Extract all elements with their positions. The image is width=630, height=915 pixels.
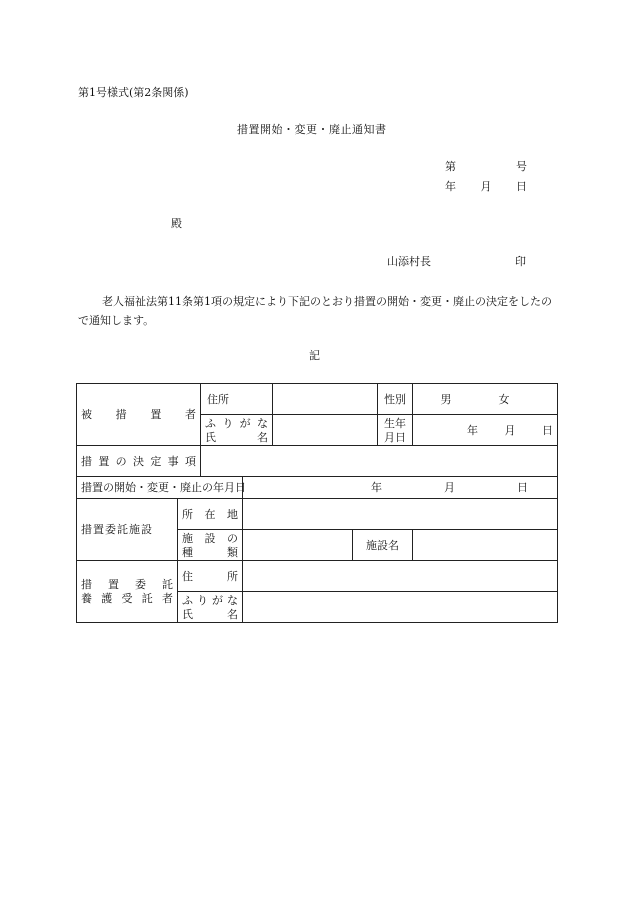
caretaker-name-label-cell bbox=[178, 592, 243, 623]
facility-type-label-line-1: 施 設 の bbox=[182, 531, 238, 545]
address-value-cell bbox=[273, 384, 378, 415]
location-label: 所 在 地 bbox=[182, 507, 238, 521]
issue-date-day: 日 bbox=[516, 180, 527, 193]
addressee-suffix: 殿 bbox=[171, 217, 182, 230]
birth-label-line-2: 月日 bbox=[384, 430, 406, 444]
caretaker-label-cell bbox=[77, 561, 178, 623]
decision-label-cell bbox=[77, 446, 201, 477]
birth-label-line-1: 生年 bbox=[384, 416, 406, 430]
caretaker-furigana-label: ふ り が な bbox=[182, 593, 238, 607]
caretaker-address-value-cell bbox=[243, 561, 558, 592]
decision-label: 措 置 の 決 定 事 項 bbox=[81, 454, 196, 468]
subject-label-cell bbox=[77, 384, 201, 446]
sex-male: 男 bbox=[440, 392, 452, 406]
decision-value-cell bbox=[201, 446, 558, 477]
sex-label-cell bbox=[378, 384, 413, 415]
sex-female: 女 bbox=[498, 392, 510, 406]
facility-name-value-cell bbox=[413, 530, 558, 561]
notice-body: 老人福祉法第11条第1項の規定により下記のとおり措置の開始・変更・廃止の決定をしたので通知します。 bbox=[78, 295, 552, 327]
facility-name-label-cell bbox=[353, 530, 413, 561]
facility-type-value-cell bbox=[243, 530, 353, 561]
document-number bbox=[445, 160, 527, 174]
caretaker-address-label-cell bbox=[178, 561, 243, 592]
facility-label: 措置委託施設 bbox=[81, 523, 153, 536]
furigana-label: ふ り が な bbox=[205, 416, 268, 430]
period-day: 日 bbox=[517, 481, 528, 494]
notice-form-table bbox=[76, 383, 558, 623]
sex-label: 性別 bbox=[384, 392, 406, 406]
caretaker-label-line-2: 養 護 受 託 者 bbox=[81, 592, 173, 605]
birth-month: 月 bbox=[504, 423, 516, 437]
address-label-cell bbox=[201, 384, 273, 415]
issuer-seal: 印 bbox=[515, 255, 526, 268]
caretaker-name-label: 氏 名 bbox=[182, 607, 238, 621]
caretaker-label-line-1: 措 置 委 託 bbox=[81, 578, 173, 591]
name-label: 氏 名 bbox=[205, 430, 268, 444]
issuer-name: 山添村長 bbox=[387, 255, 431, 268]
period-year: 年 bbox=[371, 481, 382, 494]
period-label: 措置の開始・変更・廃止の年月日 bbox=[81, 481, 246, 494]
birth-label-cell bbox=[378, 415, 413, 446]
period-label-cell bbox=[77, 477, 246, 499]
furigana-name-label-cell bbox=[201, 415, 273, 446]
birth-date-cell bbox=[413, 415, 558, 446]
birth-day: 日 bbox=[542, 423, 553, 437]
facility-type-label-cell bbox=[178, 530, 243, 561]
issue-date-month: 月 bbox=[480, 180, 492, 193]
caretaker-address-label: 住 所 bbox=[182, 569, 238, 583]
period-date-cell bbox=[243, 477, 558, 499]
issue-date bbox=[445, 180, 527, 194]
facility-name-label: 施設名 bbox=[366, 538, 399, 552]
name-value-cell bbox=[273, 415, 378, 446]
form-number: 第1号様式(第2条関係) bbox=[78, 86, 189, 99]
sex-options-cell bbox=[413, 384, 558, 415]
location-value-cell bbox=[243, 499, 558, 530]
subject-label: 被 措 置 者 bbox=[81, 408, 196, 421]
caretaker-name-value-cell bbox=[243, 592, 558, 623]
document-title: 措置開始・変更・廃止通知書 bbox=[237, 123, 387, 136]
birth-year: 年 bbox=[467, 423, 478, 437]
issue-date-year: 年 bbox=[445, 180, 456, 193]
record-label: 記 bbox=[309, 349, 320, 362]
facility-type-label-line-2: 種 類 bbox=[182, 545, 238, 559]
document-number-suffix: 号 bbox=[516, 160, 527, 173]
location-label-cell bbox=[178, 499, 243, 530]
address-label: 住所 bbox=[207, 392, 229, 406]
facility-label-cell bbox=[77, 499, 178, 561]
document-number-prefix: 第 bbox=[445, 160, 456, 173]
period-month: 月 bbox=[444, 481, 455, 494]
